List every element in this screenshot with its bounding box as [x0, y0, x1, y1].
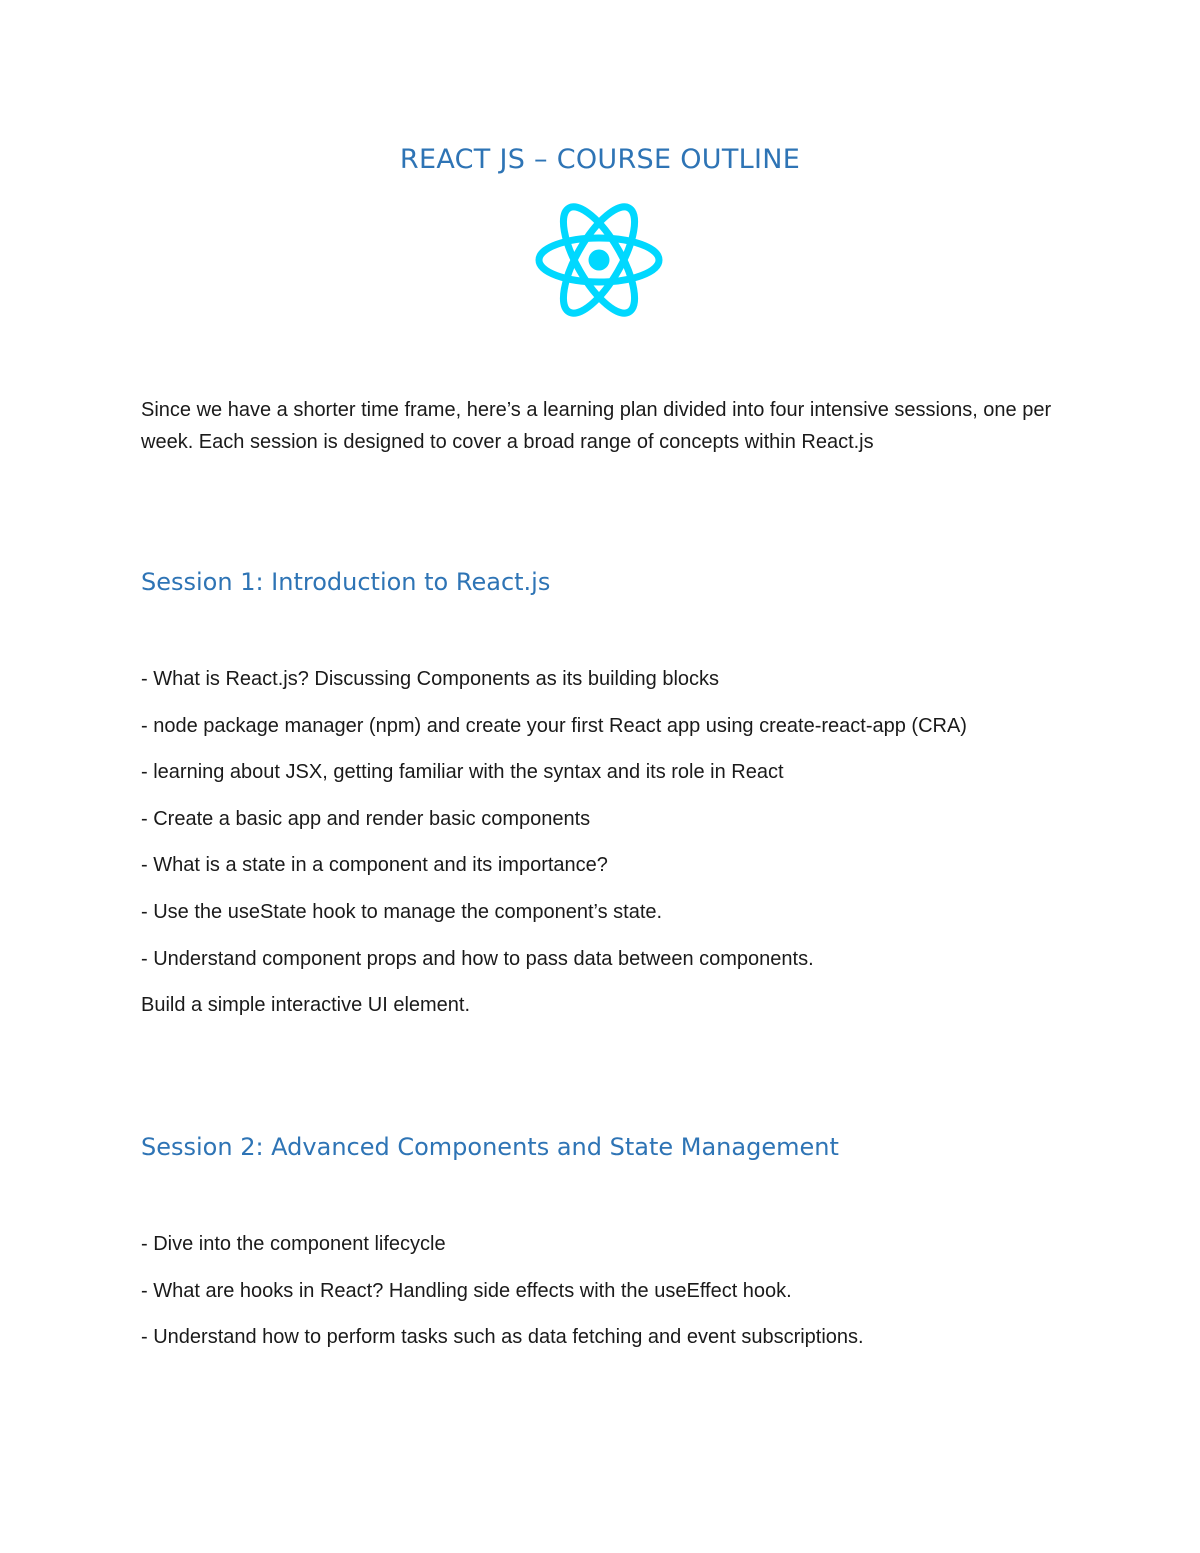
intro-paragraph: Since we have a shorter time frame, here’s a learning plan divided into four intensive sessions, one per week. Each session is designed to cover a broad range of concepts within React.js: [141, 399, 1052, 453]
list-item: - learning about JSX, getting familiar with the syntax and its role in React: [141, 761, 784, 784]
list-item: - Dive into the component lifecycle: [141, 1233, 446, 1255]
list-item: - What is a state in a component and its importance?: [141, 854, 608, 877]
list-item: - Create a basic app and render basic components: [141, 807, 591, 830]
list-item: - Understand component props and how to pass data between components.: [141, 947, 814, 970]
list-item: Build a simple interactive UI element.: [141, 994, 471, 1017]
list-item: - node package manager (npm) and create your first React app using create-react-app (CRA): [141, 714, 967, 737]
session-1-topics: [141, 665, 1061, 1038]
list-item: - Use the useState hook to manage the component’s state.: [141, 900, 663, 923]
list-item: - What are hooks in React? Handling side effects with the useEffect hook.: [141, 1279, 792, 1302]
session-2-heading: Session 2: Advanced Components and State Management: [141, 1133, 839, 1161]
session-2-topics: [141, 1230, 1061, 1370]
list-item: - Understand how to perform tasks such as data fetching and event subscriptions.: [141, 1326, 864, 1349]
session-1-heading: Session 1: Introduction to React.js: [141, 568, 551, 596]
list-item: - What is React.js? Discussing Components as its building blocks: [141, 668, 720, 690]
react-atom-icon: [535, 203, 663, 317]
document-title: REACT JS – COURSE OUTLINE: [399, 144, 801, 175]
